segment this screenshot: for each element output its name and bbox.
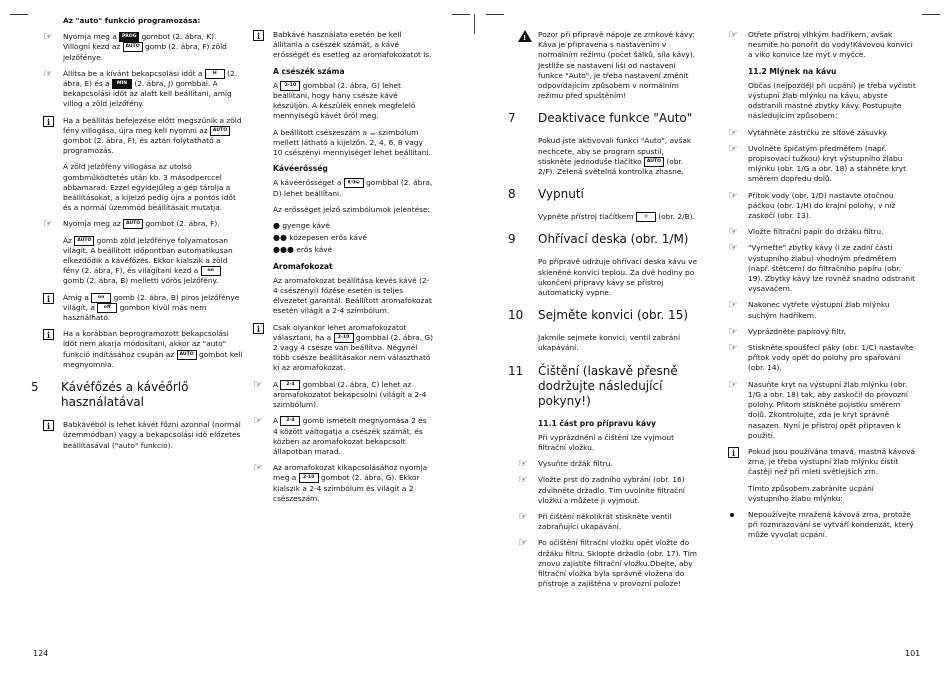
item-text: gombbal (2. ábra, G) 2 vagy 4 csésze van beállítva. Négynél több csésze beállításakor nem választható ki az aromafokozat.	[273, 332, 433, 373]
paragraph-text: A kávéerősséget a	[273, 178, 342, 188]
paragraph-text: Az	[63, 235, 72, 245]
list-item	[728, 447, 916, 478]
list-item	[728, 343, 916, 374]
list-item	[518, 475, 698, 506]
section-title: Kávéfőzés a kávéőrlő használatával	[61, 380, 189, 410]
paragraph-text: Vypněte přístroj tlačítkem	[538, 212, 634, 222]
item-text: Pokud jsou používána tmavá, mastná kávová zrna, je třeba výstupní žlab mlýnku čistit častěji než při mleti světlejších zrn.	[748, 446, 915, 477]
section-number: 11	[508, 363, 524, 378]
hand-pointer-icon: ☞	[253, 414, 263, 428]
auto-button-icon: AUTO	[177, 350, 197, 360]
off-button-icon: off	[97, 303, 117, 313]
section-number: 7	[508, 111, 516, 126]
paragraph	[253, 81, 433, 122]
crop-mark	[486, 14, 504, 15]
item-text: Vložte filtrační papír do držáku filtru.	[748, 227, 884, 237]
item-text: gombot (2. ábra, F).	[145, 219, 220, 229]
section-number: 10	[508, 308, 524, 323]
bullet-icon	[730, 513, 734, 517]
hand-pointer-icon: ☞	[728, 125, 738, 139]
hand-pointer-icon: ☞	[253, 377, 263, 391]
right-page-column-1	[508, 30, 698, 596]
paragraph: Az erősséget jelző szimbólumok jelentése:	[273, 204, 431, 214]
item-text: Az aromafokozat kikapcsolásához nyomja meg a	[273, 463, 428, 483]
auto-button-icon: AUTO	[123, 42, 143, 52]
hand-pointer-icon: ☞	[728, 341, 738, 355]
list-item	[728, 227, 916, 237]
paragraph: Jakmile sejmete konvici, ventil zabrání ukapávání.	[538, 333, 681, 353]
hand-pointer-icon: ☞	[43, 66, 53, 80]
item-text: Vytáhněte zástrčku ze síťové zásuvky.	[748, 127, 888, 137]
item-text: gombot (2. ábra, K). Villogni kezd az	[63, 32, 217, 52]
paragraph	[518, 212, 698, 222]
item-text: Stiskněte spoušťecí páky (obr. 1/C) nastavíte přítok vody opět do polohy pro spařování (obr. 14).	[748, 343, 914, 373]
paragraph	[253, 178, 433, 198]
strength-text: gyenge kávé	[282, 221, 330, 231]
warning-item	[518, 30, 698, 101]
info-icon: i	[253, 30, 264, 41]
hand-pointer-icon: ☞	[43, 30, 53, 44]
hand-pointer-icon: ☞	[728, 241, 738, 255]
section-title: Čištění (laskavě přesně dodržujte následující pokyny!)	[538, 363, 678, 408]
auto-button-icon: AUTO	[210, 126, 230, 136]
list-item	[728, 243, 916, 294]
bullet-item	[728, 510, 916, 541]
subheading-aroma: Aromafokozat	[273, 261, 333, 271]
hand-pointer-icon: ☞	[518, 536, 528, 550]
aroma-button-icon: 2-4	[280, 416, 300, 426]
item-text: Vyprázdněte papírový filtr.	[748, 326, 846, 336]
item-text: Amíg a	[63, 292, 89, 302]
crop-mark	[922, 14, 940, 15]
strength-text: közepesen erős kávé	[289, 233, 367, 243]
hand-pointer-icon: ☞	[728, 188, 738, 202]
section-heading	[508, 187, 698, 202]
list-item	[728, 300, 916, 320]
paragraph-text: (obr. 2/F). Zelená světelná kontrolka zhasne.	[538, 156, 684, 177]
info-icon: i	[43, 420, 54, 431]
auto-heading: Az "auto" funkció programozása:	[63, 16, 201, 25]
on-button-icon: on	[201, 266, 221, 276]
hour-button-icon: H	[205, 69, 225, 79]
item-text: gombot kell megnyomnia.	[63, 349, 243, 369]
list-item	[253, 377, 433, 411]
section-number: 8	[508, 187, 516, 202]
strength-button-icon: ◐◑◒	[344, 178, 364, 188]
paragraph: Občas (nejpozději při ucpání) je třeba vyčistit výstupní žlab mlýnku na kávu, abyste odstranili mastné zbytky kávy. Postupujte následujícím způsobem:	[748, 80, 916, 121]
section-heading	[31, 380, 243, 410]
list-item	[43, 329, 243, 370]
item-text: gombbal (2. ábra, C) lehet az aromafokozatot bekapcsolni (világít a 2-4 szimbólum).	[273, 379, 427, 410]
info-icon: i	[43, 293, 54, 304]
item-text: "Vymeťte" zbytky kávy (i ze zadní části výstupního žlabu) vhodným předmětem (např. štětcem) do filtračního papíru (obr. 19). Zbytky kávy lze rovněž snadno odstranit vysavačem.	[748, 243, 916, 294]
item-text: Ha a korábban beprogramozott bekapcsolási időt nem akarja módosítani, akkor az "auto" funkció indításához csupán az	[63, 329, 229, 359]
item-text: Állítsa be a kívánt bekapcsolási időt a	[63, 68, 203, 78]
item-text: gomb (2. ábra, F) zöld jelzőfénye.	[63, 42, 227, 62]
section-title: Deaktivace funkce "Auto"	[538, 111, 693, 126]
min-button-icon: MIN	[112, 79, 132, 89]
paragraph	[43, 236, 243, 287]
warning-icon: !	[518, 30, 532, 42]
list-item	[253, 323, 433, 374]
subheading: 11.2 Mlýnek na kávu	[748, 66, 837, 76]
info-icon: i	[43, 116, 54, 127]
list-item	[43, 293, 243, 324]
left-page-column-1	[31, 16, 243, 457]
item-text: Ha a beállítás befejezése előtt megszűnik a zöld fény villogása, újra meg kell nyomni az	[63, 115, 242, 135]
on-button-icon: on	[91, 293, 111, 303]
hand-pointer-icon: ☞	[253, 461, 263, 475]
cups-button-icon: 2-10	[299, 473, 319, 483]
list-item	[43, 32, 243, 63]
subheading-strength: Kávéerősség	[273, 164, 328, 174]
page-number-right: 101	[905, 649, 921, 658]
item-text: Nakonec vytřete výstupní žlab mlýnku suchým hadříkem.	[748, 300, 890, 320]
section-heading	[508, 364, 698, 409]
item-text: Nyomja meg a	[63, 32, 117, 42]
info-icon: i	[728, 447, 739, 458]
paragraph: Az aromafokozat beállítása kevés kávé (2-4 csészényi) főzése esetén is teljes élvezetet garantál. Beállított aromafokozat esetén világít a 2-4 szimbólum.	[273, 275, 432, 316]
section-heading	[508, 308, 698, 323]
item-text: Otřete přístroj vlhkým hadříkem, avšak nesmíte ho ponořit do vody!Kávovou konvici a víko konvice lze mýt v myčce.	[748, 30, 913, 60]
section-heading	[508, 111, 698, 126]
hand-pointer-icon: ☞	[518, 457, 528, 471]
hand-pointer-icon: ☞	[518, 510, 528, 524]
section-number: 9	[508, 232, 516, 247]
paragraph: Při vyprázdnění a čištění lze vyjmout filtrační vložku.	[538, 432, 674, 453]
list-item	[518, 512, 698, 532]
list-item	[43, 420, 243, 451]
subheading: 11.1 část pro přípravu kávy	[538, 418, 657, 428]
hand-pointer-icon: ☞	[728, 324, 738, 338]
paragraph-text: gombbal (2. ábra, G) lehet beállítani, hogy hány csésze kávé készüljön. A készülék ennek megfelelő mennyiségű kávét őröl meg.	[273, 80, 416, 121]
bean-icon: ●	[273, 221, 280, 231]
item-text: Nyomja meg az	[63, 219, 121, 229]
power-button-icon: ◎	[636, 212, 656, 222]
auto-button-icon: AUTO	[123, 219, 143, 229]
auto-button-icon: AUTO	[644, 157, 664, 167]
paragraph-text: gombbal (2. ábra, D) lehet beállítani.	[273, 178, 433, 198]
item-text: Vysuňte držák filtru.	[538, 459, 613, 469]
hand-pointer-icon: ☞	[728, 225, 738, 239]
cups-button-icon: 2-10	[280, 81, 300, 91]
item-text: Přítok vody (obr. 1/D) nastavte otočnou páčkou (obr. 1/H) do krajní polohy, v níž zaskočí (obr. 13).	[748, 190, 896, 221]
item-text: Po očištění filtrační vložku opět vložte do držáku filtru. Sklopte držadlo (obr. 17). Tím znovu zajistíte filtrační vložku.Dbejte, aby filtrační vložka byla správně vložena do přístroje a zajištěna v provozní poloze!	[538, 538, 697, 589]
item-text: A	[273, 416, 279, 426]
paragraph-text: Pokud jste aktivovali funkci "Auto", avšak nechcete, aby se program spustil, stiskněte jednoduše tlačítko	[538, 136, 692, 166]
item-text: (2. ábra, E) és a	[63, 68, 238, 89]
item-text: Uvolněte špičatým předmětem (např. propisovací tužkou) kryt výstupního žlabu mlýnku (obr. 1/G a obr. 18) a stáhněte kryt směrem dopředu dolů.	[748, 143, 907, 184]
item-text: gomb (2. ábra, B) piros jelzőfénye világít, a	[63, 292, 240, 312]
warning-text: Pozor při přípravě nápoje ze zrnkové kávy: Káva je připravena s nastavením v normálním režimu (počet šálků, síla kávy). Jestliže se nastavení liší od nastavení funkce "Auto", je třeba nastavení změnit odpovídajícím způsobem v normálním režimu před spuštěním!	[538, 30, 696, 101]
item-text: (2. ábra, J) gombbal. A bekapcsolási időt az alatt kell beállítani, amíg villog a zöld jelzőfény.	[63, 79, 232, 109]
hand-pointer-icon: ☞	[43, 217, 53, 231]
strength-level	[253, 233, 433, 243]
strength-text: erős kávé	[296, 245, 333, 255]
item-text: gombot (2. ábra, F), és aztán folytatható a programozás.	[63, 136, 221, 156]
item-text: Při čištění několikrát stiskněte ventil zabraňující ukapávání.	[538, 512, 672, 532]
item-text: Nasuňte kryt na výstupní žlab mlýnku (obr. 1/G a obr. 18) tak, aby zaskočil do provozní polohy. Přitom stiskněte pojistku směrem dolů. Zkontrolujte, zda je kryt správně nasazen. Nyní je přístroj opět připraven k použití.	[748, 379, 908, 440]
list-item	[518, 459, 698, 469]
subheading-cups: A csészék száma	[273, 66, 345, 76]
item-text: Csak olyankor lehet aromafokozatot választani, ha a	[273, 322, 407, 342]
hand-pointer-icon: ☞	[728, 298, 738, 312]
item-text: gomb ismételt megnyomása 2 és 4 között váltogatja a csészék számát, és közben az aromafokozat bekapcsolt állapotban marad.	[273, 416, 427, 456]
list-item	[518, 538, 698, 589]
gutter-mark	[474, 14, 475, 34]
aroma-button-icon: 2-4	[280, 380, 300, 390]
paragraph: A beállított csészeszám a ☕ szimbólum mellett látható a kijelzőn. 2, 4, 6, 8 vagy 10 csészényi mennyiséget lehet beállítani.	[273, 127, 431, 158]
paragraph-text: gomb zöld jelzőfénye folyamatosan világít. A beállított időpontban automatikusan elkezdődik a kávéfőzés. Ekkor kialszik a zöld fény (2. ábra, F), és világítani kezd a	[63, 235, 233, 276]
item-text: gombot (2. ábra, G). Ekkor kialszik a 2-4 szimbólum és világít a 2 csészeszám.	[273, 473, 420, 503]
page-number-left: 124	[33, 649, 49, 658]
cups-button-icon: 2-10	[334, 333, 354, 343]
section-title: Ohřívací deska (obr. 1/M)	[538, 232, 689, 247]
list-item	[43, 219, 243, 229]
hand-pointer-icon: ☞	[728, 28, 738, 41]
list-item	[728, 188, 916, 222]
paragraph-text: gomb (2. ábra, B) melletti vörös jelzőfény.	[63, 276, 219, 286]
item-text: gombon kívül más nem használható.	[63, 302, 207, 323]
left-page-column-2	[253, 30, 433, 510]
section-title: Sejměte konvici (obr. 15)	[538, 308, 689, 323]
paragraph-text: (obr. 2/B).	[658, 212, 695, 222]
paragraph	[518, 136, 698, 177]
info-icon: i	[43, 329, 54, 340]
list-item	[43, 66, 243, 110]
bean-icon: ●●	[273, 233, 287, 243]
item-text: Nepoužívejte mražená kávová zrna, protože při rozmrazování se vytváří kondenzát, který může vyvolat ucpání.	[748, 509, 914, 540]
strength-level	[253, 221, 433, 231]
list-item	[728, 141, 916, 185]
prog-button-icon: PROG	[119, 32, 139, 42]
list-item	[728, 377, 916, 441]
item-text: A	[273, 379, 279, 389]
section-heading	[508, 232, 698, 247]
section-title: Vypnutí	[538, 187, 584, 202]
list-item	[253, 30, 433, 61]
auto-button-icon: AUTO	[74, 236, 94, 246]
bean-icon: ●●●	[273, 245, 294, 255]
crop-mark	[452, 14, 470, 15]
paragraph: A zöld jelzőfény villogása az utolsó gombműködtetés után kb. 3 másodperccel abbamarad. Ezzel egyidejűleg a gép tárolja a beállításokat, a kijelző pedig újra a pontos időt és a normál üzemmód beállításait mutatja.	[63, 162, 236, 213]
right-page-column-2	[728, 30, 916, 547]
list-item	[253, 463, 433, 504]
list-item	[728, 324, 916, 338]
item-text: Babkávéból is lehet kávét főzni azonnal (normál üzemmódban) vagy a bekapcsolási idő előzetes beállításával ("auto" funkció).	[63, 420, 241, 450]
item-text: Babkávé használata esetén be kell állítania a csészék számát, a kávé erősségét és esetleg az aromafokozatot is.	[273, 30, 432, 60]
hand-pointer-icon: ☞	[728, 377, 738, 391]
list-item	[43, 116, 243, 157]
section-number: 5	[31, 380, 39, 395]
info-icon: i	[253, 323, 264, 334]
paragraph: Po přípravě udržuje ohřívací deska kávu ve skleněné konvici teplou. Za dvě hodiny po ukončení přípravy kávy se přístroj automaticky vypne.	[538, 257, 698, 298]
strength-level	[253, 245, 433, 255]
list-item	[728, 125, 916, 139]
item-text: Vložte prst do zadního vybrání (obr. 16) zdvihněte držadlo. Tím uvolníte filtrační vložku a můžete ji vyjmout.	[538, 475, 685, 505]
list-item	[253, 416, 433, 457]
hand-pointer-icon: ☞	[728, 141, 738, 155]
paragraph: Tímto způsobem zabráníte ucpání výstupního žlabu mlýnku:	[748, 483, 874, 503]
paragraph-text: A	[273, 80, 279, 90]
list-item	[728, 30, 916, 61]
hand-pointer-icon: ☞	[518, 473, 528, 487]
crop-mark	[10, 14, 28, 15]
